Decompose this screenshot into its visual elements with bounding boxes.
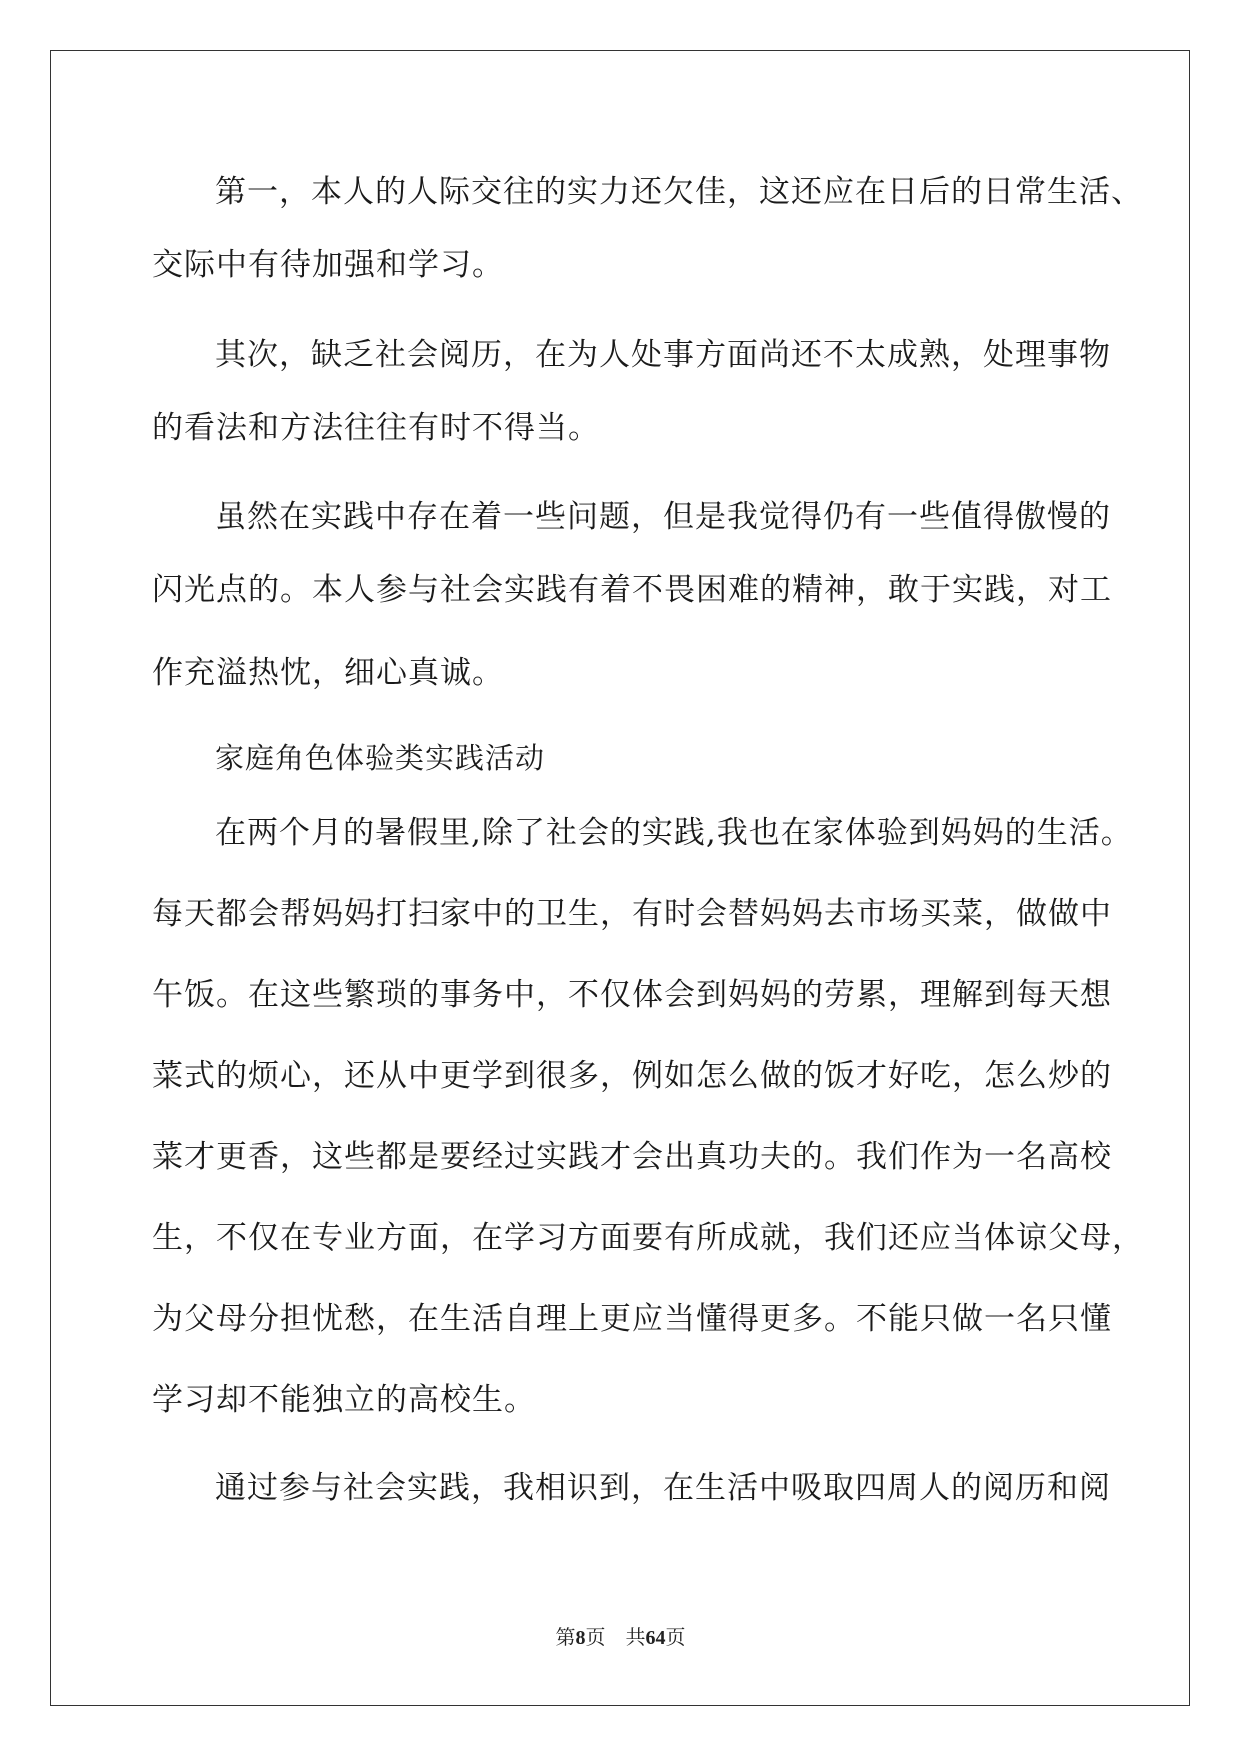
- total-suffix: 页: [665, 1627, 686, 1649]
- total-pages: 64: [645, 1627, 666, 1649]
- page-border: [50, 50, 1190, 1706]
- paragraph-2-line-2: 的看法和方法往往有时不得当。: [152, 410, 600, 446]
- page-number: 8: [575, 1627, 586, 1649]
- paragraph-2-line-1: 其次，缺乏社会阅历，在为人处事方面尚还不太成熟，处理事物: [215, 337, 1111, 373]
- paragraph-4-line-7: 为父母分担忧愁，在生活自理上更应当懂得更多。不能只做一名只懂: [152, 1301, 1112, 1337]
- paragraph-1-line-2: 交际中有待加强和学习。: [152, 247, 504, 283]
- total-prefix: 共: [625, 1627, 646, 1649]
- paragraph-5-line-1: 通过参与社会实践，我相识到，在生活中吸取四周人的阅历和阅: [215, 1470, 1111, 1506]
- paragraph-4-line-1: 在两个月的暑假里,除了社会的实践,我也在家体验到妈妈的生活。: [215, 815, 1133, 851]
- paragraph-4-line-4: 菜式的烦心，还从中更学到很多，例如怎么做的饭才好吃，怎么炒的: [152, 1058, 1112, 1094]
- paragraph-4-line-6: 生，不仅在专业方面，在学习方面要有所成就，我们还应当体谅父母，: [152, 1220, 1144, 1256]
- paragraph-4-line-2: 每天都会帮妈妈打扫家中的卫生，有时会替妈妈去市场买菜，做做中: [152, 896, 1112, 932]
- paragraph-4-line-8: 学习却不能独立的高校生。: [152, 1382, 536, 1418]
- page-footer: [0, 1624, 1241, 1652]
- paragraph-4-line-3: 午饭。在这些繁琐的事务中，不仅体会到妈妈的劳累，理解到每天想: [152, 977, 1112, 1013]
- paragraph-3-line-2: 闪光点的。本人参与社会实践有着不畏困难的精神，敢于实践，对工: [152, 572, 1112, 608]
- page-suffix: 页: [585, 1627, 606, 1649]
- paragraph-3-line-1: 虽然在实践中存在着一些问题，但是我觉得仍有一些值得傲慢的: [215, 499, 1111, 535]
- paragraph-4-line-5: 菜才更香，这些都是要经过实践才会出真功夫的。我们作为一名高校: [152, 1139, 1112, 1175]
- page-prefix: 第: [555, 1627, 576, 1649]
- section-heading: 家庭角色体验类实践活动: [215, 741, 546, 775]
- paragraph-1-line-1: 第一，本人的人际交往的实力还欠佳，这还应在日后的日常生活、: [215, 174, 1143, 210]
- paragraph-3-line-3: 作充溢热忱，细心真诚。: [152, 655, 504, 691]
